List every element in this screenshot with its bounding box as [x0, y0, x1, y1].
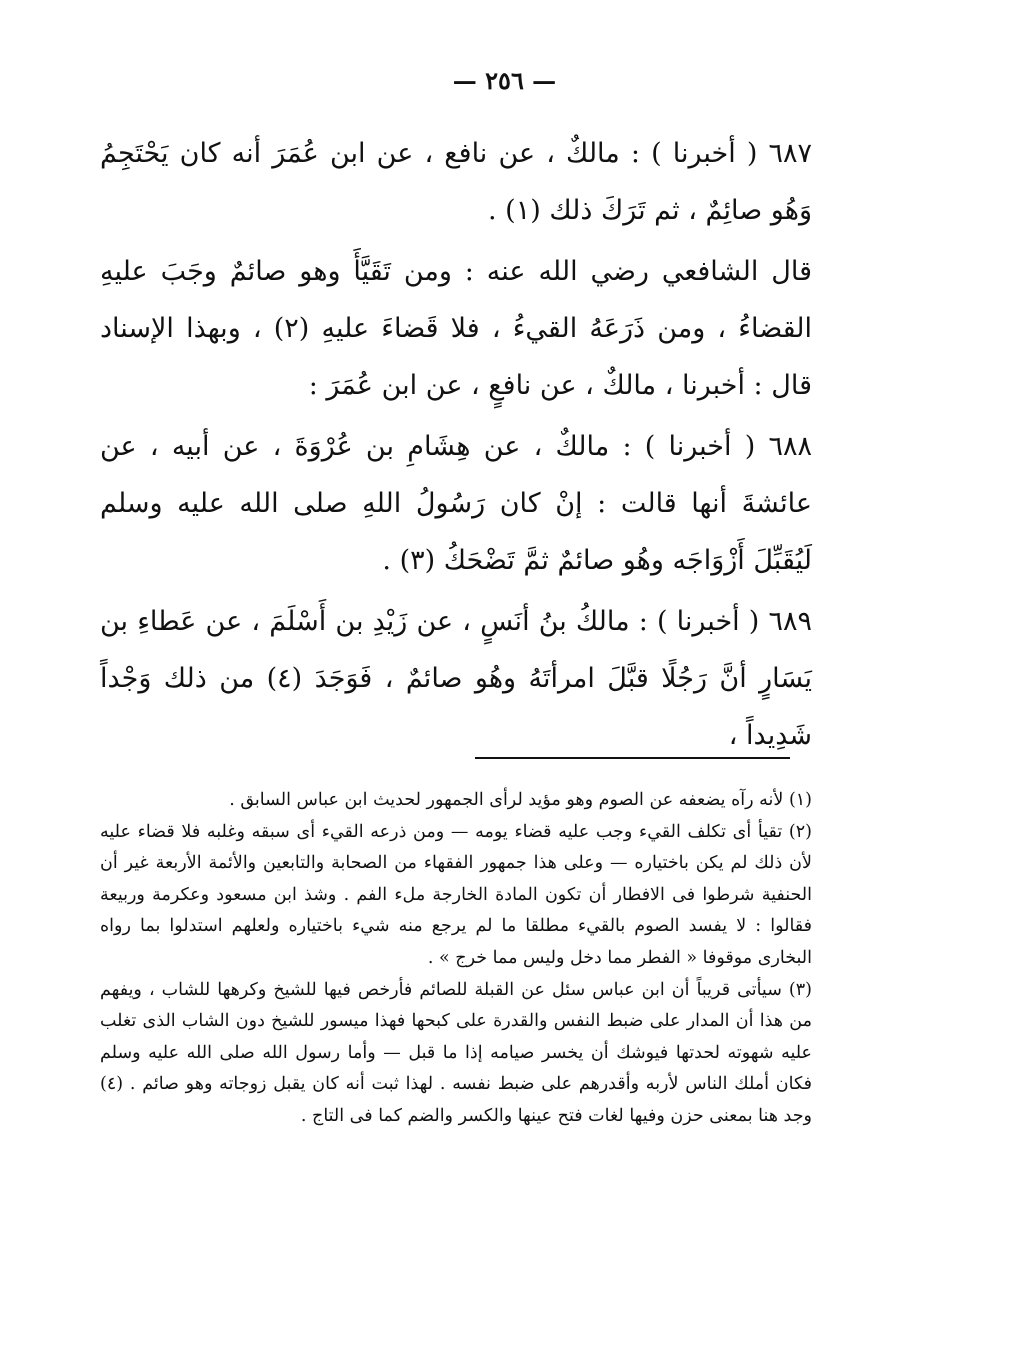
footnote-2: (٢) تقيأ أى تكلف القيء وجب عليه قضاء يومه — ومن ذرعه القيء أى سبقه وغلبه فلا قضاء عليه لأن ذلك لم يكن باختياره — وعلى هذا جمهور الفقهاء من الصحابة والتابعين والأئمة الأربعة غير أن الحنفية شرطوا فى الافطار أن تكون المادة الخارجة ملء الفم . وشذ ابن مسعود وعكرمة وربيعة فقالوا : لا يفسد الصوم بالقيء مطلقا ما لم يرجع منه شيء باختياره ولعلهم استدلوا بما رواه البخارى موقوفا « الفطر مما دخل وليس مما خرج » .: [100, 821, 812, 968]
hadith-689: ٦٨٩ ( أخبرنا ) : مالكُ بنُ أنَسٍ ، عن زَيْدِ بن أَسْلَمَ ، عن عَطاءِ بن يَسَارٍ أنَّ رَجُلًا قبَّلَ امرأتَهُ وهُو صائمٌ ، فَوَجَدَ (٤) من ذلك وَجْداً شَدِيداً ،: [100, 606, 812, 751]
hadith-688: ٦٨٨ ( أخبرنا ) : مالكٌ ، عن هِشَامِ بن عُرْوَةَ ، عن أبيه ، عن عائشةَ أنها قالت : إنْ كان رَسُولُ اللهِ صلى الله عليه وسلم لَيُقَبِّلَ أَزْوَاجَه وهُو صائمٌ ثمَّ تَضْحَكُ (٣) .: [100, 431, 812, 576]
page-number: — ٢٥٦ —: [452, 66, 557, 95]
footnote-divider: [475, 757, 790, 759]
footnote-3-4: (٣) سيأتى قريباً أن ابن عباس سئل عن القبلة للصائم فأرخص فيها للشيخ وكرهها للشاب ، ويفهم من هذا أن المدار على ضبط النفس والقدرة على كبحها فهذا ميسور للشيخ دون الشاب الذى تغلب عليه شهوته لحدتها فيوشك أن يخسر صيامه إذا ما قبل — وأما رسول الله صلى الله عليه وسلم فكان أملك الناس لأربه وأقدرهم على ضبط نفسه . لهذا ثبت أنه كان يقبل زوجاته وهو صائم . (٤) وجد هنا بمعنى حزن وفيها لغات فتح عينها والكسر والضم كما فى التاج .: [100, 979, 812, 1126]
footnotes: [100, 785, 812, 1133]
hadith-687: ٦٨٧ ( أخبرنا ) : مالكٌ ، عن نافع ، عن ابن عُمَرَ أنه كان يَحْتَجِمُ وَهُو صائِمٌ ، ثم تَرَكَ ذلك (١) .: [100, 138, 812, 226]
shafii-commentary: قال الشافعي رضي الله عنه : ومن تَقَيَّأَ وهو صائمٌ وجَبَ عليهِ القضاءُ ، ومن ذَرَعَهُ القيءُ ، فلا قَضاءَ عليهِ (٢) ، وبهذا الإسناد قال : أخبرنا ، مالكٌ ، عن نافعٍ ، عن ابن عُمَرَ :: [100, 256, 812, 401]
footnote-1: (١) لأنه رآه يضعفه عن الصوم وهو مؤيد لرأى الجمهور لحديث ابن عباس السابق .: [229, 790, 812, 810]
main-text: [100, 125, 812, 768]
